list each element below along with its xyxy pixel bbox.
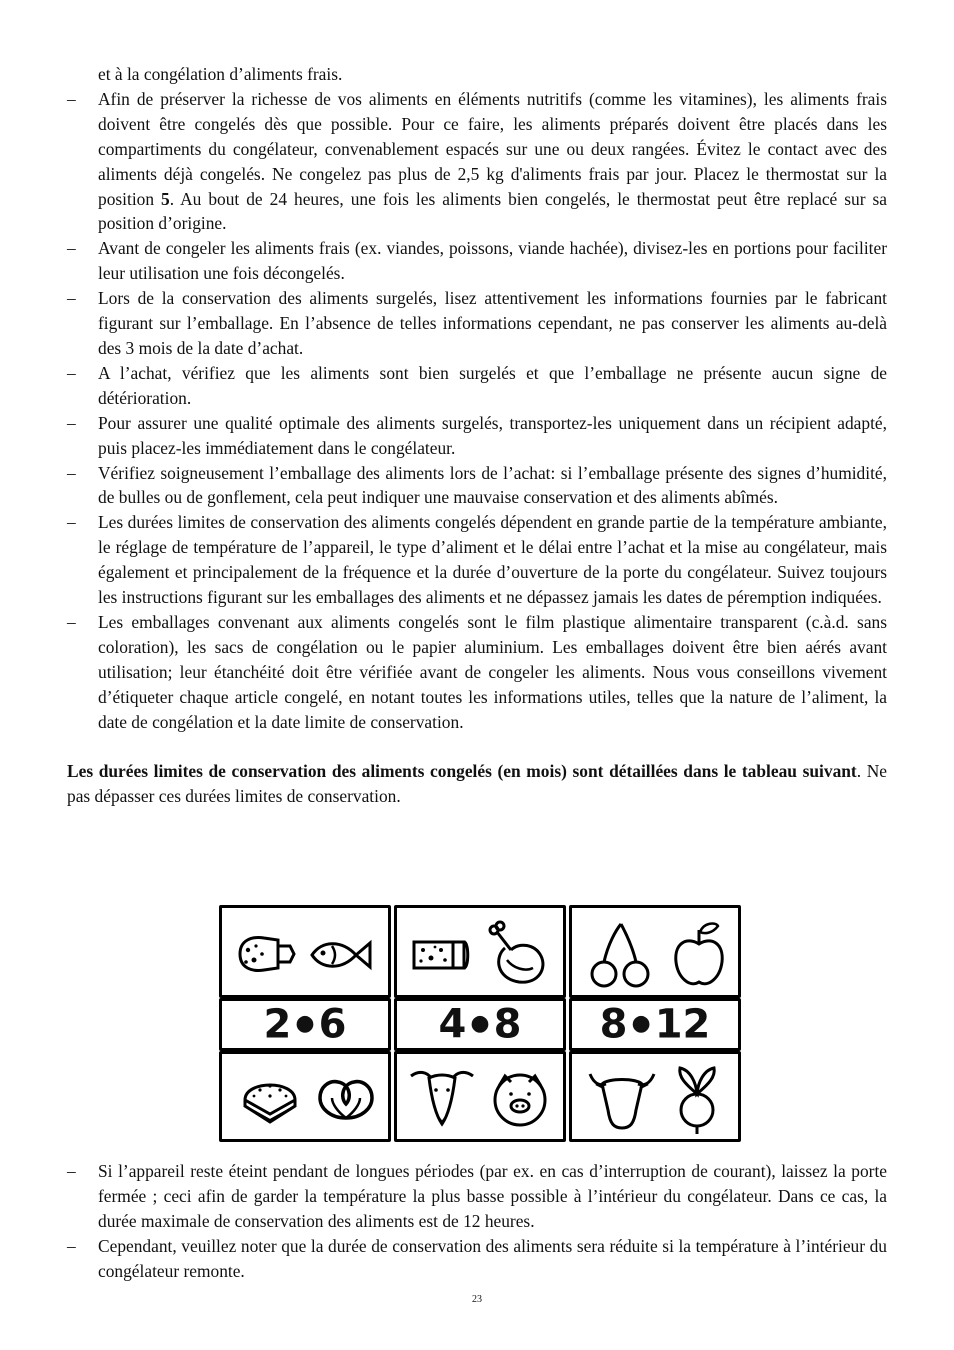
table-note xyxy=(67,759,887,809)
cell-number-1 xyxy=(219,998,391,1051)
bullet-text: Si l’appareil reste éteint pendant de longues périodes (par ex. en cas d’interruption de courant), laissez la porte fermée ; ceci afin de garder la température la plus basse possible à l’intérieur du congélateur. Dans ce cas, la durée maximale de conservation des aliments est de 12 heures. xyxy=(98,1161,887,1231)
bullet-dash: – xyxy=(67,238,76,259)
bullet-text: Lors de la conservation des aliments surgelés, lisez attentivement les informations fournies par le fabricant figurant sur l’emballage. En l’absence de telles informations cependant, ne pas conserver les aliments au-delà des 3 mois de la date d’achat. xyxy=(98,288,887,358)
bullet-bold-text: 5 xyxy=(161,188,170,209)
range-label-1: 2 ● 6 xyxy=(263,1001,347,1048)
bullet-item xyxy=(67,361,887,411)
chicken-icon xyxy=(485,920,551,990)
cell-bottom-3 xyxy=(569,1051,741,1142)
bullet-dash: – xyxy=(67,611,76,632)
cow-icon xyxy=(586,1068,658,1132)
bullet-item xyxy=(67,610,887,735)
range-to-3: 12 xyxy=(654,1001,711,1048)
page-number: 23 xyxy=(472,1294,482,1305)
cell-top-3 xyxy=(569,905,741,998)
pig-icon xyxy=(491,1072,549,1128)
bullet-dash: – xyxy=(67,288,76,309)
bullet-text: A l’achat, vérifiez que les aliments sont bien surgelés et que l’emballage ne présente aucun signe de détérioration. xyxy=(98,362,887,408)
cell-top-2 xyxy=(394,905,566,998)
cell-number-3 xyxy=(569,998,741,1051)
bottom-text-block xyxy=(67,1159,887,1284)
bullet-text: Pour assurer une qualité optimale des aliments surgelés, transportez-les uniquement dans un récipient adapté, puis placez-les immédiatement dans le congélateur. xyxy=(98,412,887,458)
range-label-2: 4 ● 8 xyxy=(438,1001,522,1048)
bullet-text: . Au bout de 24 heures, une fois les aliments bien congelés, le thermostat peut être replacé sur sa position d’origine. xyxy=(98,188,887,234)
bullet-item xyxy=(67,87,887,236)
bullet-text: Avant de congeler les aliments frais (ex. viandes, poissons, viande hachée), divisez-les en portions pour faciliter leur utilisation une fois décongelés. xyxy=(98,238,887,284)
beet-icon xyxy=(668,1064,726,1136)
apple-icon xyxy=(672,920,726,990)
bottom-bullet-list xyxy=(67,1159,887,1284)
cheese-icon xyxy=(411,936,471,972)
bullet-dash: – xyxy=(67,1235,76,1256)
range-to-1: 6 xyxy=(318,1001,347,1048)
range-from-2: 4 xyxy=(438,1001,467,1048)
storage-duration-table xyxy=(219,905,741,1142)
range-from-1: 2 xyxy=(263,1001,292,1048)
table-note-rest: . Ne pas dépasser ces durées limites de conservation. xyxy=(67,761,887,807)
bullet-dash: – xyxy=(67,1161,76,1181)
range-label-3: 8 ● 12 xyxy=(599,1001,711,1048)
bullet-text: Les durées limites de conservation des aliments congelés dépendent en grande partie de la température ambiante, le réglage de température de l’appareil, le type d’aliment et le délai entre l’achat et la mise au congélateur, mais également et principalement de la fréquence et la durée d’ouverture de la porte du congélateur. Suivez toujours les instructions figurant sur les emballages des aliments et ne dépassez jamais les dates de péremption indiquées. xyxy=(98,512,887,608)
bullet-item xyxy=(67,236,887,286)
bullet-item xyxy=(67,1234,887,1284)
top-text-block xyxy=(67,62,887,809)
bullet-dash: – xyxy=(67,462,76,483)
bullet-item xyxy=(67,411,887,461)
continuation-line: et à la congélation d’aliments frais. xyxy=(98,64,343,84)
top-bullet-list xyxy=(67,87,887,735)
bullet-dash: – xyxy=(67,512,76,533)
bullet-item xyxy=(67,510,887,610)
pretzel-icon xyxy=(316,1074,376,1126)
range-to-2: 8 xyxy=(493,1001,522,1048)
table-note-bold: Les durées limites de conservation des aliments congelés (en mois) sont détaillées dans le tableau suivant xyxy=(67,761,857,782)
bullet-dash: – xyxy=(67,88,76,109)
cherries-icon xyxy=(588,920,654,990)
cell-bottom-1 xyxy=(219,1051,391,1142)
bullet-text: Les emballages convenant aux aliments congelés sont le film plastique alimentaire transparent (c.à.d. sans coloration), les sacs de congélation ou le papier aluminium. Les emballages doivent être bien aérés avant utilisation; leur étanchéité doit être vérifiée avant de congeler les aliments. Nous vous conseillons vivement d’étiqueter chaque article congelé, en notant toutes les informations utiles, telles que la nature de l’aliment, la date de congélation et la date limite de conservation. xyxy=(98,611,887,732)
sheep-icon xyxy=(407,1066,477,1130)
bullet-text: Cependant, veuillez noter que la durée de conservation des aliments sera réduite si la température à l’intérieur du congélateur remonte. xyxy=(98,1235,887,1281)
fish-icon xyxy=(308,938,374,972)
bullet-item xyxy=(67,1159,887,1234)
bullet-text: Vérifiez soigneusement l’emballage des aliments lors de l’achat: si l’emballage présente des signes d’humidité, de bulles ou de gonflement, cela peut indiquer une mauvaise conservation et des aliments abîmés. xyxy=(98,462,887,508)
cake-icon xyxy=(240,1076,300,1126)
cell-number-2 xyxy=(394,998,566,1051)
bullet-item xyxy=(67,286,887,361)
bullet-item xyxy=(67,461,887,511)
bullet-text: Afin de préserver la richesse de vos aliments en éléments nutritifs (comme les vitamines), les aliments frais doivent être congelés dès que possible. Pour ce faire, les aliments préparés doivent être placés dans les compartiments du congélateur, convenablement espacés sur une ou deux rangées. Évitez le contact avec des aliments déjà congelés. Ne congelez pas plus de 2,5 kg d'aliments frais par jour. Placez le thermostat sur la position xyxy=(98,88,887,209)
range-from-3: 8 xyxy=(599,1001,628,1048)
sausage-icon xyxy=(234,932,296,976)
cell-top-1 xyxy=(219,905,391,998)
bullet-dash: – xyxy=(67,362,76,383)
bullet-dash: – xyxy=(67,412,76,433)
cell-bottom-2 xyxy=(394,1051,566,1142)
